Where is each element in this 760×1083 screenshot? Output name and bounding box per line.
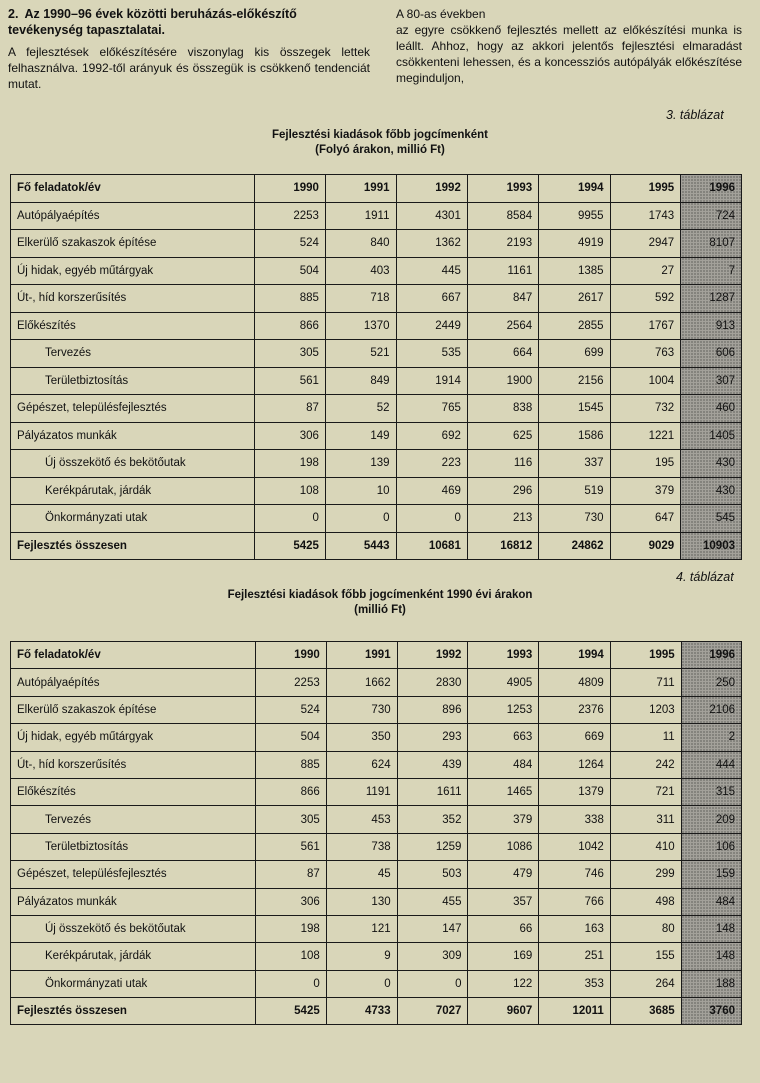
table3-caption [0, 128, 760, 158]
value-cell: 1611 [397, 778, 468, 805]
value-cell: 10681 [396, 532, 467, 560]
table-row [11, 751, 742, 778]
header-year-cell: 1991 [326, 642, 397, 669]
value-cell-shaded: 106 [681, 833, 741, 860]
value-cell: 732 [610, 395, 681, 423]
value-cell: 721 [610, 778, 681, 805]
row-label-cell: Elkerülő szakaszok építése [11, 696, 256, 723]
value-cell: 669 [539, 724, 611, 751]
value-cell: 122 [468, 970, 539, 997]
value-cell: 847 [467, 285, 538, 313]
value-cell-shaded: 148 [681, 943, 741, 970]
table-row [11, 778, 742, 805]
value-cell: 296 [467, 477, 538, 505]
value-cell: 1379 [539, 778, 611, 805]
value-cell: 445 [396, 257, 467, 285]
value-cell-shaded: 148 [681, 915, 741, 942]
table3-tag: 3. táblázat [666, 108, 724, 122]
table-row [11, 202, 742, 230]
value-cell: 524 [255, 696, 326, 723]
table-row [11, 970, 742, 997]
value-cell: 5425 [255, 532, 326, 560]
row-label-cell: Fejlesztés összesen [11, 998, 256, 1025]
value-cell: 12011 [539, 998, 611, 1025]
value-cell: 535 [396, 340, 467, 368]
table4-caption [0, 588, 760, 618]
header-year-cell: 1990 [255, 642, 326, 669]
row-label-cell: Fejlesztés összesen [11, 532, 255, 560]
row-label-cell: Elkerülő szakaszok építése [11, 230, 255, 258]
header-year-cell: 1991 [325, 175, 396, 203]
value-cell: 45 [326, 861, 397, 888]
value-cell: 1253 [468, 696, 539, 723]
value-cell: 357 [468, 888, 539, 915]
header-year-cell: 1996 [681, 642, 741, 669]
table4-caption-line2: (millió Ft) [354, 604, 406, 616]
value-cell: 1259 [397, 833, 468, 860]
value-cell: 293 [397, 724, 468, 751]
row-label-cell: Kerékpárutak, járdák [11, 477, 255, 505]
value-cell: 896 [397, 696, 468, 723]
value-cell: 52 [325, 395, 396, 423]
value-cell: 311 [610, 806, 681, 833]
value-cell-shaded: 444 [681, 751, 741, 778]
value-cell: 866 [255, 312, 326, 340]
header-year-cell: 1993 [467, 175, 538, 203]
value-cell: 9955 [539, 202, 610, 230]
table-row [11, 477, 742, 505]
value-cell-shaded: 307 [681, 367, 742, 395]
value-cell: 352 [397, 806, 468, 833]
value-cell: 521 [325, 340, 396, 368]
value-cell: 1743 [610, 202, 681, 230]
value-cell: 116 [467, 450, 538, 478]
value-cell: 4919 [539, 230, 610, 258]
value-cell-shaded: 430 [681, 477, 742, 505]
value-cell: 664 [467, 340, 538, 368]
table-row [11, 340, 742, 368]
value-cell: 16812 [467, 532, 538, 560]
value-cell: 1465 [468, 778, 539, 805]
value-cell: 1221 [610, 422, 681, 450]
value-cell: 561 [255, 367, 326, 395]
value-cell-shaded: 209 [681, 806, 741, 833]
row-label-cell: Előkészítés [11, 312, 255, 340]
value-cell: 198 [255, 450, 326, 478]
value-cell: 305 [255, 340, 326, 368]
table-header-row [11, 642, 742, 669]
value-cell-shaded: 430 [681, 450, 742, 478]
value-cell: 524 [255, 230, 326, 258]
value-cell: 849 [325, 367, 396, 395]
value-cell: 3685 [610, 998, 681, 1025]
value-cell: 213 [467, 505, 538, 533]
value-cell: 2156 [539, 367, 610, 395]
value-cell: 0 [397, 970, 468, 997]
value-cell: 108 [255, 943, 326, 970]
value-cell: 87 [255, 861, 326, 888]
value-cell-shaded: 606 [681, 340, 742, 368]
value-cell: 1362 [396, 230, 467, 258]
value-cell: 0 [396, 505, 467, 533]
table-row [11, 696, 742, 723]
header-year-cell: 1993 [468, 642, 539, 669]
value-cell: 730 [539, 505, 610, 533]
value-cell: 195 [610, 450, 681, 478]
table-row [11, 943, 742, 970]
value-cell: 403 [325, 257, 396, 285]
value-cell: 7027 [397, 998, 468, 1025]
left-column [8, 6, 370, 92]
right-column [396, 6, 742, 86]
value-cell: 0 [325, 505, 396, 533]
value-cell: 139 [325, 450, 396, 478]
table3 [10, 174, 742, 560]
value-cell: 625 [467, 422, 538, 450]
table-row [11, 367, 742, 395]
value-cell: 667 [396, 285, 467, 313]
row-label-cell: Előkészítés [11, 778, 256, 805]
value-cell: 453 [326, 806, 397, 833]
value-cell: 746 [539, 861, 611, 888]
value-cell: 4809 [539, 669, 611, 696]
row-label-cell: Autópályaépítés [11, 669, 256, 696]
row-label-cell: Új hidak, egyéb műtárgyak [11, 257, 255, 285]
table-row [11, 724, 742, 751]
value-cell-shaded: 159 [681, 861, 741, 888]
value-cell: 504 [255, 724, 326, 751]
value-cell: 730 [326, 696, 397, 723]
value-cell: 455 [397, 888, 468, 915]
value-cell: 504 [255, 257, 326, 285]
value-cell: 699 [539, 340, 610, 368]
value-cell: 27 [610, 257, 681, 285]
table-total-row [11, 532, 742, 560]
value-cell: 2617 [539, 285, 610, 313]
value-cell: 149 [325, 422, 396, 450]
value-cell: 410 [610, 833, 681, 860]
value-cell: 305 [255, 806, 326, 833]
value-cell: 223 [396, 450, 467, 478]
value-cell: 198 [255, 915, 326, 942]
value-cell-shaded: 2106 [681, 696, 741, 723]
value-cell: 0 [255, 505, 326, 533]
header-year-cell: 1995 [610, 642, 681, 669]
value-cell: 2947 [610, 230, 681, 258]
value-cell-shaded: 8107 [681, 230, 742, 258]
value-cell: 866 [255, 778, 326, 805]
value-cell: 130 [326, 888, 397, 915]
value-cell: 251 [539, 943, 611, 970]
header-year-cell: 1994 [539, 175, 610, 203]
value-cell: 2253 [255, 202, 326, 230]
value-cell: 5443 [325, 532, 396, 560]
value-cell: 2376 [539, 696, 611, 723]
header-year-cell: 1995 [610, 175, 681, 203]
value-cell: 306 [255, 422, 326, 450]
section-number: 2. [8, 7, 19, 21]
row-label-cell: Önkormányzati utak [11, 970, 256, 997]
value-cell: 299 [610, 861, 681, 888]
value-cell: 309 [397, 943, 468, 970]
value-cell-shaded: 2 [681, 724, 741, 751]
value-cell: 0 [326, 970, 397, 997]
table-row [11, 450, 742, 478]
header-year-cell: 1992 [397, 642, 468, 669]
row-label-cell: Tervezés [11, 340, 255, 368]
value-cell: 1191 [326, 778, 397, 805]
table4 [10, 641, 742, 1025]
value-cell: 2855 [539, 312, 610, 340]
value-cell-shaded: 250 [681, 669, 741, 696]
value-cell: 479 [468, 861, 539, 888]
value-cell: 1161 [467, 257, 538, 285]
table-row [11, 806, 742, 833]
value-cell: 763 [610, 340, 681, 368]
value-cell: 2449 [396, 312, 467, 340]
value-cell: 1914 [396, 367, 467, 395]
table-row [11, 257, 742, 285]
value-cell: 718 [325, 285, 396, 313]
header-label-cell: Fő feladatok/év [11, 642, 256, 669]
value-cell: 4905 [468, 669, 539, 696]
table3-caption-line1: Fejlesztési kiadások főbb jogcímenként [271, 129, 488, 141]
value-cell: 155 [610, 943, 681, 970]
table-row [11, 505, 742, 533]
row-label-cell: Út-, híd korszerűsítés [11, 285, 255, 313]
value-cell: 4733 [326, 998, 397, 1025]
value-cell: 169 [468, 943, 539, 970]
value-cell: 1042 [539, 833, 611, 860]
table-row [11, 669, 742, 696]
value-cell: 9029 [610, 532, 681, 560]
value-cell: 163 [539, 915, 611, 942]
value-cell: 1385 [539, 257, 610, 285]
value-cell: 1911 [325, 202, 396, 230]
value-cell: 87 [255, 395, 326, 423]
header-label-cell: Fő feladatok/év [11, 175, 255, 203]
value-cell: 2193 [467, 230, 538, 258]
row-label-cell: Pályázatos munkák [11, 422, 255, 450]
table-header-row [11, 175, 742, 203]
value-cell: 147 [397, 915, 468, 942]
value-cell: 711 [610, 669, 681, 696]
value-cell: 1086 [468, 833, 539, 860]
value-cell: 10 [325, 477, 396, 505]
header-year-cell: 1994 [539, 642, 611, 669]
value-cell: 8584 [467, 202, 538, 230]
table3-caption-line2: (Folyó árakon, millió Ft) [315, 144, 445, 156]
header-year-cell: 1990 [255, 175, 326, 203]
value-cell: 9607 [468, 998, 539, 1025]
row-label-cell: Autópályaépítés [11, 202, 255, 230]
value-cell: 2564 [467, 312, 538, 340]
value-cell: 80 [610, 915, 681, 942]
row-label-cell: Új hidak, egyéb műtárgyak [11, 724, 256, 751]
value-cell-shaded: 188 [681, 970, 741, 997]
section-title: Az 1990–96 évek közötti beruházás-előkészítő tevékenység tapasztalatai. [8, 7, 297, 37]
value-cell-shaded: 3760 [681, 998, 741, 1025]
row-label-cell: Gépészet, településfejlesztés [11, 861, 256, 888]
value-cell: 885 [255, 285, 326, 313]
value-cell-shaded: 1287 [681, 285, 742, 313]
value-cell: 469 [396, 477, 467, 505]
table-row [11, 395, 742, 423]
value-cell: 11 [610, 724, 681, 751]
value-cell: 1767 [610, 312, 681, 340]
value-cell: 5425 [255, 998, 326, 1025]
value-cell: 1545 [539, 395, 610, 423]
value-cell: 663 [468, 724, 539, 751]
value-cell: 1264 [539, 751, 611, 778]
row-label-cell: Pályázatos munkák [11, 888, 256, 915]
row-label-cell: Területbiztosítás [11, 367, 255, 395]
value-cell-shaded: 1405 [681, 422, 742, 450]
value-cell-shaded: 460 [681, 395, 742, 423]
value-cell-shaded: 724 [681, 202, 742, 230]
row-label-cell: Önkormányzati utak [11, 505, 255, 533]
header-year-cell: 1992 [396, 175, 467, 203]
value-cell: 647 [610, 505, 681, 533]
table4-caption-line1: Fejlesztési kiadások főbb jogcímenként 1990 évi árakon [227, 589, 533, 601]
value-cell: 121 [326, 915, 397, 942]
table-row [11, 833, 742, 860]
value-cell-shaded: 7 [681, 257, 742, 285]
value-cell: 1203 [610, 696, 681, 723]
header-year-cell: 1996 [681, 175, 742, 203]
left-paragraph: A fejlesztések előkészítésére viszonylag kis összegek lettek felhasználva. 1992-től arányuk és összegük is csökkenő tendenciát mutat. [8, 45, 370, 91]
row-label-cell: Út-, híd korszerűsítés [11, 751, 256, 778]
value-cell-shaded: 10903 [681, 532, 742, 560]
value-cell: 519 [539, 477, 610, 505]
value-cell: 350 [326, 724, 397, 751]
table-total-row [11, 998, 742, 1025]
table4-tag: 4. táblázat [676, 570, 734, 584]
value-cell: 840 [325, 230, 396, 258]
value-cell: 242 [610, 751, 681, 778]
value-cell: 66 [468, 915, 539, 942]
value-cell-shaded: 484 [681, 888, 741, 915]
table-row [11, 915, 742, 942]
row-label-cell: Új összekötő és bekötőutak [11, 915, 256, 942]
value-cell: 338 [539, 806, 611, 833]
row-label-cell: Gépészet, településfejlesztés [11, 395, 255, 423]
value-cell: 108 [255, 477, 326, 505]
value-cell: 379 [468, 806, 539, 833]
value-cell: 498 [610, 888, 681, 915]
value-cell-shaded: 315 [681, 778, 741, 805]
value-cell: 353 [539, 970, 611, 997]
value-cell: 1900 [467, 367, 538, 395]
value-cell: 838 [467, 395, 538, 423]
value-cell: 1662 [326, 669, 397, 696]
table-row [11, 312, 742, 340]
value-cell: 561 [255, 833, 326, 860]
value-cell: 592 [610, 285, 681, 313]
value-cell: 766 [539, 888, 611, 915]
value-cell-shaded: 545 [681, 505, 742, 533]
table-row [11, 888, 742, 915]
table-row [11, 285, 742, 313]
value-cell: 0 [255, 970, 326, 997]
value-cell: 624 [326, 751, 397, 778]
value-cell: 379 [610, 477, 681, 505]
value-cell: 337 [539, 450, 610, 478]
right-intro: A 80-as években [396, 7, 486, 21]
value-cell: 2830 [397, 669, 468, 696]
value-cell: 503 [397, 861, 468, 888]
value-cell: 738 [326, 833, 397, 860]
value-cell: 1004 [610, 367, 681, 395]
table-row [11, 230, 742, 258]
value-cell: 9 [326, 943, 397, 970]
row-label-cell: Területbiztosítás [11, 833, 256, 860]
section-heading [8, 6, 370, 38]
value-cell: 24862 [539, 532, 610, 560]
value-cell: 484 [468, 751, 539, 778]
value-cell: 692 [396, 422, 467, 450]
value-cell: 264 [610, 970, 681, 997]
row-label-cell: Kerékpárutak, járdák [11, 943, 256, 970]
value-cell-shaded: 913 [681, 312, 742, 340]
table-row [11, 861, 742, 888]
value-cell: 1370 [325, 312, 396, 340]
right-paragraph: az egyre csökkenő fejlesztés mellett az előkészítési munka is leállt. Ahhoz, hogy az akkori jelentős fejlesztési elmaradást csökkenteni lehessen, és a koncessziós autópályák előkészítése meginduljon, [396, 23, 742, 85]
value-cell: 306 [255, 888, 326, 915]
row-label-cell: Új összekötő és bekötőutak [11, 450, 255, 478]
value-cell: 1586 [539, 422, 610, 450]
value-cell: 765 [396, 395, 467, 423]
row-label-cell: Tervezés [11, 806, 256, 833]
table-row [11, 422, 742, 450]
value-cell: 885 [255, 751, 326, 778]
value-cell: 439 [397, 751, 468, 778]
value-cell: 2253 [255, 669, 326, 696]
value-cell: 4301 [396, 202, 467, 230]
